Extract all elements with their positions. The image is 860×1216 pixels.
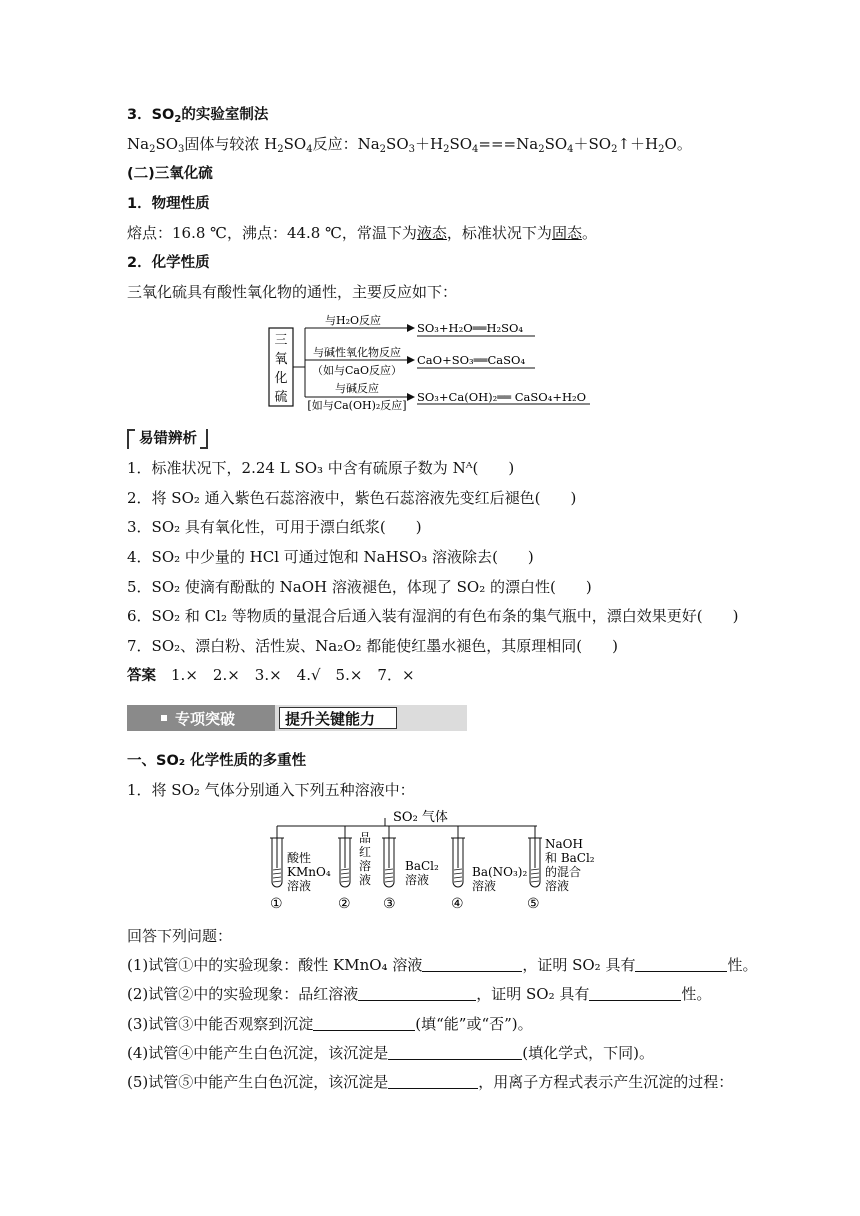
tube3-label: 溶液 [405, 873, 430, 887]
yicuo-item: 3．SO₂ 具有氧化性，可用于漂白纸浆( ) [127, 518, 422, 536]
r3-sub: [如与Ca(OH)₂反应] [307, 399, 407, 412]
yicuo-item: 2．将 SO₂ 通入紫色石蕊溶液中，紫色石蕊溶液先变红后褪色( ) [127, 489, 577, 507]
yicuo-item: 7．SO₂、漂白粉、活性炭、Na₂O₂ 都能使红墨水褪色，其原理相同( ) [127, 637, 618, 655]
tube3-number: ③ [383, 896, 396, 912]
heading-so2-lab-prep: 3．$SO_2$的实验室制法 [127, 107, 269, 125]
test-tube-2 [338, 826, 352, 887]
so3-chem-intro: 三氧化硫具有酸性氧化物的通性，主要反应如下： [127, 283, 458, 301]
answer-blank[interactable] [422, 957, 522, 972]
question-2: (2)试管②中的实验现象：品红溶液 ，证明 SO₂ 具有 性。 [127, 985, 712, 1003]
so3-box-char: 化 [274, 371, 288, 386]
banner-left-label: 专项突破 [175, 710, 236, 728]
tube5-label: 溶液 [545, 879, 570, 893]
question-1: (1)试管①中的实验现象：酸性 KMnO₄ 溶液 ，证明 SO₂ 具有 性。 [127, 956, 758, 974]
tube1-number: ① [270, 896, 283, 912]
r2-sub: （如与CaO反应） [312, 364, 402, 377]
so3-reaction-diagram [265, 312, 595, 414]
section-so3: (二)三氧化硫 [127, 166, 213, 182]
question-3: (3)试管③中能否观察到沉淀 (填“能”或“否”)。 [127, 1015, 533, 1033]
r2-label: 与碱性氧化物反应 [313, 346, 401, 359]
tube5-label: 和 BaCl₂ [545, 851, 595, 865]
tube1-label: KMnO₄ [287, 865, 331, 879]
r1-equation: SO₃+H₂O══H₂SO₄ [417, 321, 524, 335]
answer-blank[interactable] [388, 1045, 522, 1060]
test-tubes-diagram [265, 806, 605, 916]
tube2-label: 红 [359, 845, 372, 859]
tube1-label: 溶液 [287, 879, 312, 893]
tube5-number: ⑤ [527, 896, 540, 912]
gas-label: SO₂ 气体 [393, 810, 448, 825]
r2-equation: CaO+SO₃══CaSO₄ [417, 353, 526, 367]
square-icon [161, 715, 167, 721]
yicuo-item: 5．SO₂ 使滴有酚酞的 NaOH 溶液褪色，体现了 SO₂ 的漂白性( ) [127, 578, 592, 596]
answer-blank[interactable] [388, 1074, 478, 1089]
so3-box-char: 硫 [274, 390, 288, 405]
section-banner [127, 705, 467, 731]
bracket-right [200, 429, 208, 449]
bracket-left [127, 429, 135, 449]
answer-blank[interactable] [635, 957, 727, 972]
tube5-label: NaOH [545, 837, 583, 851]
answer-blank[interactable] [589, 986, 681, 1001]
so3-box-char: 氧 [274, 352, 288, 367]
tube1-label: 酸性 [287, 851, 312, 865]
answer-blank[interactable] [358, 986, 476, 1001]
part1-intro: 1．将 SO₂ 气体分别通入下列五种溶液中： [127, 781, 415, 799]
tube4-label: Ba(NO₃)₂ [472, 865, 528, 879]
r3-equation: SO₃+Ca(OH)₂══ CaSO₄+H₂O [417, 390, 587, 404]
tube3-label: BaCl₂ [405, 859, 439, 873]
heading-physical-properties: 1．物理性质 [127, 196, 210, 212]
test-tube-1 [270, 826, 284, 887]
yicuo-item: 1．标准状况下，2.24 L SO₃ 中含有硫原子数为 Nᴬ( ) [127, 459, 515, 477]
heading-chemical-properties: 2．化学性质 [127, 255, 210, 271]
tube5-label: 的混合 [545, 865, 582, 879]
yicuo-title: 易错辨析 [139, 431, 197, 447]
r3-label: 与碱反应 [335, 382, 379, 395]
tube4-number: ④ [451, 896, 464, 912]
part1-title: 一、SO₂ 化学性质的多重性 [127, 753, 307, 769]
question-4: (4)试管④中能产生白色沉淀，该沉淀是 (填化学式，下同)。 [127, 1044, 654, 1062]
test-tube-4 [451, 826, 465, 887]
test-tube-3 [382, 826, 396, 887]
so3-box-char: 三 [274, 333, 288, 348]
yicuo-item: 6．SO₂ 和 Cl₂ 等物质的量混合后通入装有湿润的有色布条的集气瓶中，漂白效果更好( ) [127, 607, 739, 625]
banner-right-label: 提升关键能力 [285, 710, 376, 728]
so3-physical-text: 熔点：16.8 ℃，沸点：44.8 ℃，常温下为液态，标准状况下为固态。 [127, 224, 597, 242]
tube2-label: 溶 [359, 859, 372, 873]
tube2-label: 液 [359, 873, 372, 887]
question-5: (5)试管⑤中能产生白色沉淀，该沉淀是 ，用离子方程式表示产生沉淀的过程： [127, 1073, 734, 1091]
so2-lab-reaction: $Na_2SO_3$固体与较浓 $H_2SO_4$反应：$Na_2SO_3+H_2SO_4===Na_2SO_4+SO_2↑+H_2O$。 [127, 135, 692, 155]
yicuo-item: 4．SO₂ 中少量的 HCl 可通过饱和 NaHSO₃ 溶液除去( ) [127, 548, 534, 566]
answer-prompt: 回答下列问题： [127, 927, 233, 945]
yicuo-answer: 答案 1.× 2.× 3.× 4.√ 5.× 7．× [127, 666, 415, 684]
tube2-label: 品 [359, 831, 372, 845]
r1-label: 与H₂O反应 [324, 314, 382, 327]
test-tube-5 [528, 826, 542, 887]
answer-blank[interactable] [313, 1016, 415, 1031]
tube4-label: 溶液 [472, 879, 497, 893]
tube2-number: ② [338, 896, 351, 912]
